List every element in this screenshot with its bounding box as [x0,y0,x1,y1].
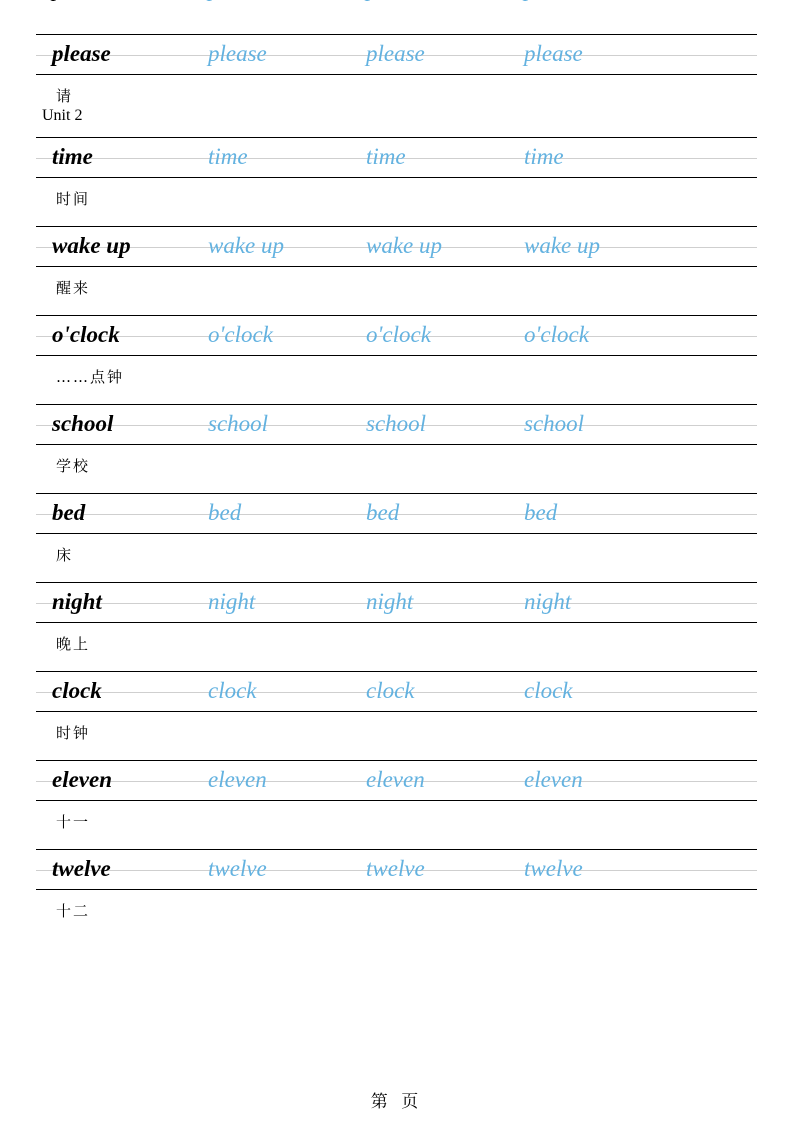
word-copy-1: please [208,41,267,66]
word-model: clock [52,678,102,703]
word-copy-2: bed [366,500,400,525]
translation-text: 学校 [56,457,91,475]
translation-text: 时钟 [56,724,91,742]
word-copy-3: please [524,41,583,66]
word-entry [36,849,757,938]
translation-text: ……点钟 [56,368,125,386]
writing-lines [36,34,757,75]
word-copy-1: school [208,411,269,436]
translation-row [36,623,757,671]
writing-lines [36,582,757,623]
word-copy-3: twelve [524,856,583,881]
word-model: bed [52,500,86,525]
word-copy-3: night [524,589,572,614]
word-copy-2: please [366,41,425,66]
word-entry [36,315,757,404]
word-copy-3: bed [524,500,558,525]
word-copy-3: eleven [524,767,583,792]
word-model: school [52,411,114,436]
word-copy-3: time [524,144,564,169]
word-entry [36,137,757,226]
translation-row [36,178,757,226]
unit-label: Unit 2 [42,107,83,124]
translation-row [36,534,757,582]
word-entry [36,34,757,137]
translation-row [36,712,757,760]
page-footer: 第 页 [370,1092,423,1112]
translation-text: 时间 [56,190,91,208]
word-entry [36,404,757,493]
translation-row [36,267,757,315]
writing-lines [36,226,757,267]
word-copy-2: wake up [366,233,443,258]
writing-lines [36,493,757,534]
word-copy-2: eleven [366,767,425,792]
clipped-word-copy-1 [208,0,267,2]
translation-row [36,801,757,849]
translation-text: 醒来 [56,279,91,297]
word-copy-1: twelve [208,856,267,881]
word-copy-3: clock [524,678,573,703]
clipped-top-row [36,0,757,34]
translation-text: 十一 [56,813,91,831]
word-entry [36,493,757,582]
word-copy-1: wake up [208,233,285,258]
word-entry [36,582,757,671]
word-model: twelve [52,856,111,881]
word-entry [36,671,757,760]
word-copy-3: wake up [524,233,601,258]
word-copy-1: time [208,144,248,169]
word-copy-1: clock [208,678,257,703]
word-copy-1: night [208,589,256,614]
word-copy-1: bed [208,500,242,525]
word-copy-1: eleven [208,767,267,792]
writing-lines [36,404,757,445]
word-entry [36,760,757,849]
word-entry [36,226,757,315]
writing-lines [36,671,757,712]
word-copy-2: time [366,144,406,169]
word-copy-3: school [524,411,585,436]
clipped-word-copy-2 [366,0,425,2]
writing-lines [36,849,757,890]
word-model: wake up [52,233,131,258]
translation-text: 晚上 [56,635,91,653]
word-copy-3: o'clock [524,322,589,347]
clipped-word-main [52,0,111,2]
clipped-word-copy-3 [524,0,583,2]
word-copy-2: school [366,411,427,436]
translation-row [36,445,757,493]
writing-lines [36,137,757,178]
word-copy-2: clock [366,678,415,703]
writing-lines [36,760,757,801]
writing-lines [36,315,757,356]
word-model: night [52,589,102,614]
translation-row [36,356,757,404]
word-copy-2: o'clock [366,322,431,347]
translation-row [36,890,757,938]
word-copy-2: twelve [366,856,425,881]
translation-text: 请 [56,87,74,105]
translation-row [36,75,757,137]
word-model: eleven [52,767,113,792]
word-model: time [52,144,93,169]
translation-text: 十二 [56,902,91,920]
word-copy-1: o'clock [208,322,273,347]
translation-text: 床 [56,546,74,564]
word-copy-2: night [366,589,414,614]
word-model: please [52,41,111,66]
word-model: o'clock [52,322,120,347]
